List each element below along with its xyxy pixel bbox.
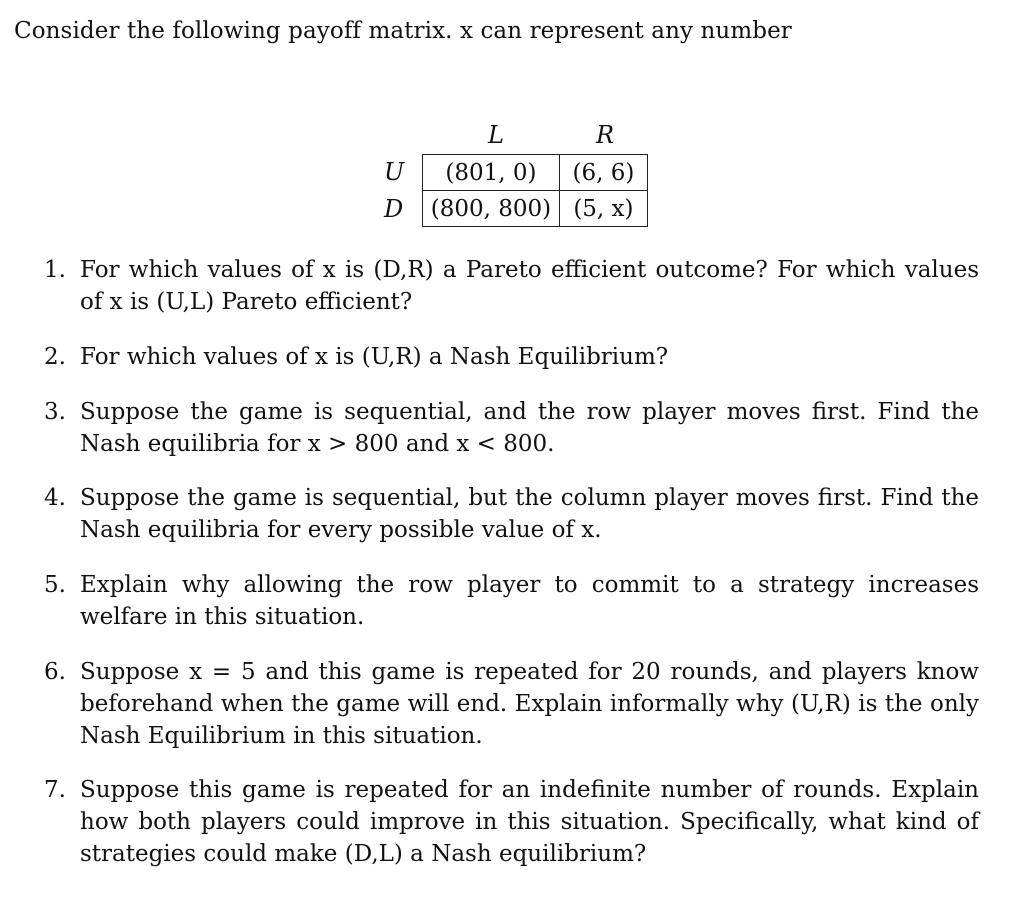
- row-label-d: D: [384, 195, 404, 223]
- question-4: [44, 482, 984, 546]
- intro-text: Consider the following payoff matrix. x can represent any number: [14, 18, 792, 44]
- question-1: [44, 254, 984, 318]
- question-number: 1.: [44, 257, 66, 283]
- cell-d-r: (5, x): [559, 191, 647, 227]
- payoff-matrix: [372, 118, 662, 230]
- question-number: 7.: [44, 777, 66, 803]
- column-label-l: L: [488, 121, 504, 149]
- question-number: 4.: [44, 485, 66, 511]
- question-text: Suppose this game is repeated for an indefinite number of rounds. Explain how both players could improve in this situation. Specifically, what kind of strategies could make (D,L) a Nash equilibrium?: [80, 777, 979, 867]
- payoff-table: [422, 154, 648, 227]
- table-row: [423, 155, 648, 191]
- question-text: Suppose the game is sequential, but the column player moves first. Find the Nash equilibria for every possible value of x.: [80, 485, 979, 543]
- question-text: Explain why allowing the row player to commit to a strategy increases welfare in this situation.: [80, 572, 979, 630]
- question-5: [44, 569, 984, 633]
- question-number: 5.: [44, 572, 66, 598]
- question-7: [44, 774, 984, 870]
- question-number: 3.: [44, 399, 66, 425]
- question-number: 6.: [44, 659, 66, 685]
- question-text: For which values of x is (U,R) a Nash Equilibrium?: [80, 344, 669, 370]
- cell-u-r: (6, 6): [559, 155, 647, 191]
- column-label-r: R: [596, 121, 615, 149]
- cell-d-l: (800, 800): [423, 191, 560, 227]
- question-number: 2.: [44, 344, 66, 370]
- question-text: Suppose x = 5 and this game is repeated for 20 rounds, and players know beforehand when the game will end. Explain informally why (U,R) is the only Nash Equilibrium in this situation.: [80, 659, 979, 749]
- cell-u-l: (801, 0): [423, 155, 560, 191]
- question-2: [44, 341, 984, 373]
- question-3: [44, 396, 984, 460]
- question-text: Suppose the game is sequential, and the row player moves first. Find the Nash equilibria for x > 800 and x < 800.: [80, 399, 979, 457]
- question-text: For which values of x is (D,R) a Pareto efficient outcome? For which values of x is (U,L) Pareto efficient?: [80, 257, 979, 315]
- row-label-u: U: [384, 158, 405, 186]
- table-row: [423, 191, 648, 227]
- question-6: [44, 656, 984, 752]
